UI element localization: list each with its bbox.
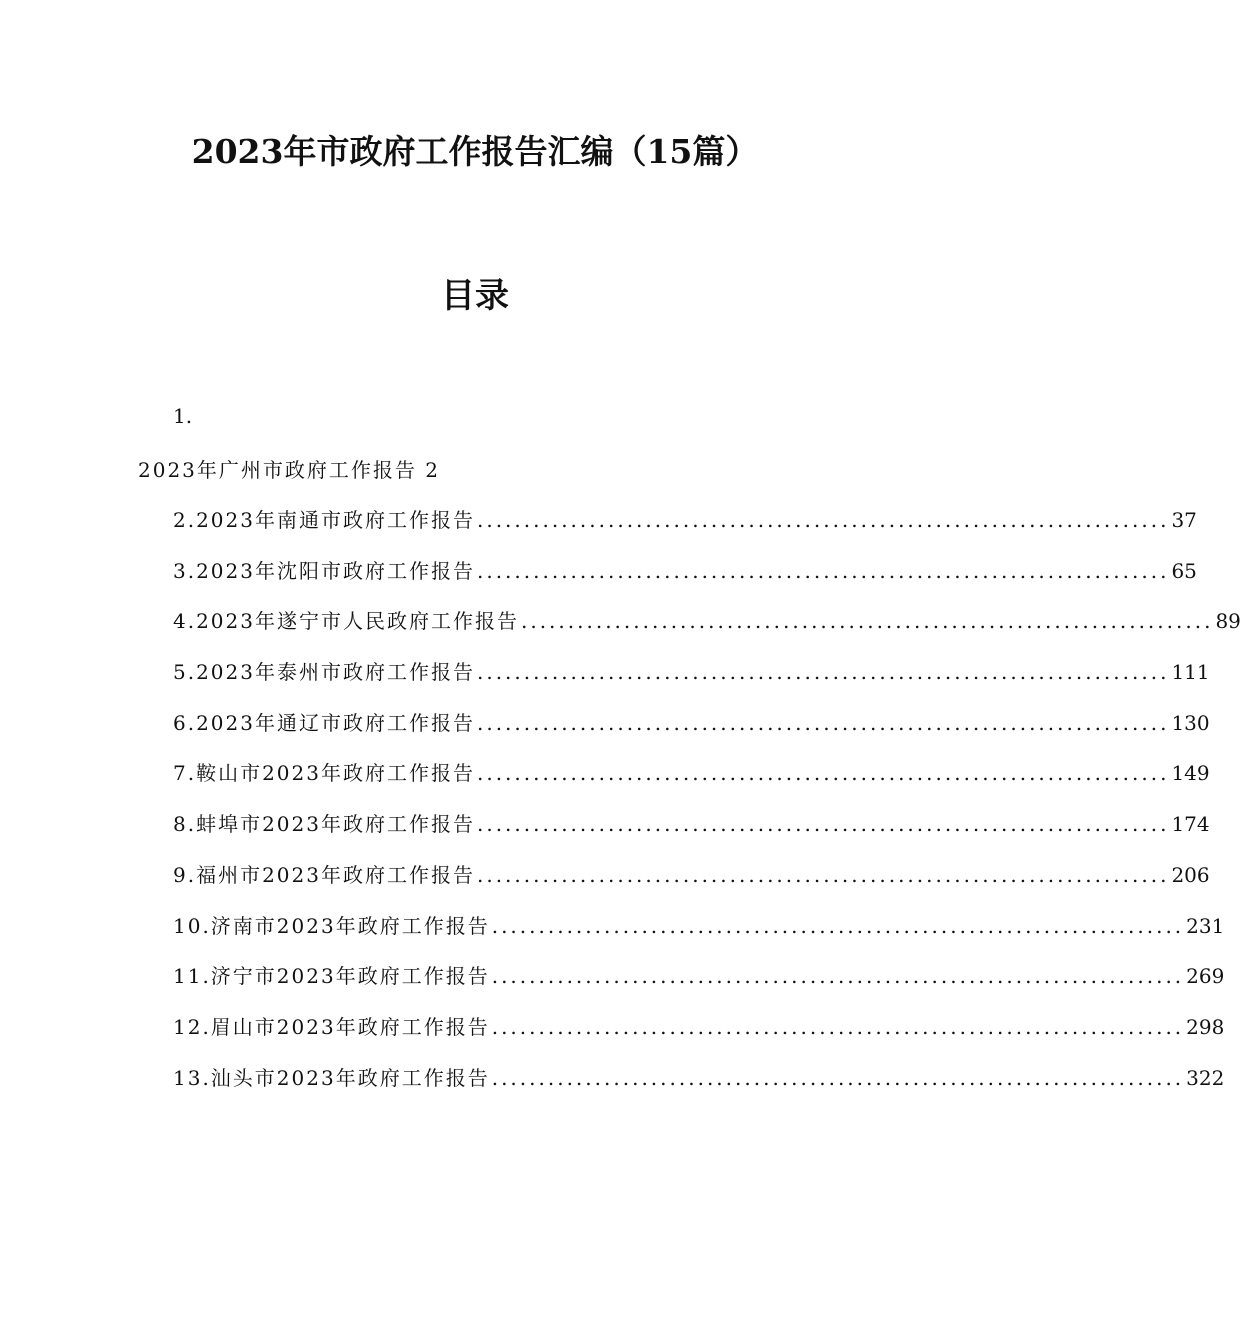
- toc-dot-leader: ..........................................................................: [491, 964, 1185, 989]
- toc-dot-leader: ..........................................................................: [476, 508, 1170, 532]
- toc-dot-leader: ..........................................................................: [491, 1065, 1185, 1090]
- toc-entry-title: 4.2023年遂宁市人民政府工作报告: [173, 609, 519, 634]
- toc-page-number: 149: [1171, 761, 1210, 786]
- toc-entry[interactable]: [173, 757, 1210, 808]
- toc-entry-title: 6.2023年通辽市政府工作报告: [173, 710, 475, 735]
- toc-entry[interactable]: [173, 605, 1241, 656]
- toc-entry[interactable]: [173, 859, 1210, 910]
- toc-heading: 目录: [441, 276, 509, 316]
- toc-dot-leader: ..........................................................................: [476, 812, 1170, 837]
- toc-dot-leader: ..........................................................................: [476, 660, 1170, 685]
- toc-dot-leader: ..........................................................................: [520, 609, 1214, 634]
- toc-dot-leader: ..........................................................................: [476, 558, 1170, 583]
- toc-dot-leader: ..........................................................................: [491, 913, 1185, 938]
- toc-entry[interactable]: [173, 656, 1210, 707]
- toc-list: [173, 504, 1241, 1112]
- toc-page-number: 269: [1186, 964, 1225, 989]
- toc-page-number: 322: [1186, 1065, 1225, 1090]
- toc-entry-title: 7.鞍山市2023年政府工作报告: [173, 761, 475, 786]
- toc-entry[interactable]: [173, 1011, 1225, 1062]
- toc-entry-1-number: 1.: [173, 404, 193, 428]
- toc-entry[interactable]: [173, 1062, 1225, 1113]
- toc-page-number: 130: [1171, 710, 1210, 735]
- toc-entry[interactable]: [173, 707, 1210, 758]
- toc-entry-title: 11.济宁市2023年政府工作报告: [173, 964, 490, 989]
- toc-page-number: 37: [1171, 508, 1197, 532]
- toc-dot-leader: ..........................................................................: [476, 710, 1170, 735]
- toc-entry-title: 9.福州市2023年政府工作报告: [173, 862, 475, 887]
- toc-page-number: 206: [1171, 862, 1210, 887]
- toc-page-number: 174: [1171, 812, 1210, 837]
- toc-dot-leader: ..........................................................................: [476, 761, 1170, 786]
- toc-page-number: 298: [1186, 1014, 1225, 1039]
- toc-entry[interactable]: [173, 910, 1225, 961]
- toc-entry-title: 2.2023年南通市政府工作报告: [173, 508, 475, 532]
- toc-page-number: 231: [1186, 913, 1225, 938]
- toc-dot-leader: ..........................................................................: [476, 862, 1170, 887]
- toc-entry-title: 5.2023年泰州市政府工作报告: [173, 660, 475, 685]
- toc-entry[interactable]: [173, 808, 1210, 859]
- toc-page-number: 89: [1215, 609, 1241, 634]
- toc-entry[interactable]: [173, 504, 1197, 555]
- toc-page-number: 111: [1171, 660, 1210, 685]
- toc-entry-title: 8.蚌埠市2023年政府工作报告: [173, 812, 475, 837]
- document-title: 2023年市政府工作报告汇编（15篇）: [191, 132, 759, 171]
- toc-entry[interactable]: [173, 555, 1197, 606]
- toc-entry-title: 12.眉山市2023年政府工作报告: [173, 1014, 490, 1039]
- toc-entry-title: 10.济南市2023年政府工作报告: [173, 913, 490, 938]
- toc-entry-1-text: 2023年广州市政府工作报告 2: [138, 458, 440, 482]
- toc-entry[interactable]: [173, 960, 1225, 1011]
- toc-page-number: 65: [1171, 558, 1197, 583]
- toc-dot-leader: ..........................................................................: [491, 1014, 1185, 1039]
- toc-entry-title: 3.2023年沈阳市政府工作报告: [173, 558, 475, 583]
- toc-entry-title: 13.汕头市2023年政府工作报告: [173, 1065, 490, 1090]
